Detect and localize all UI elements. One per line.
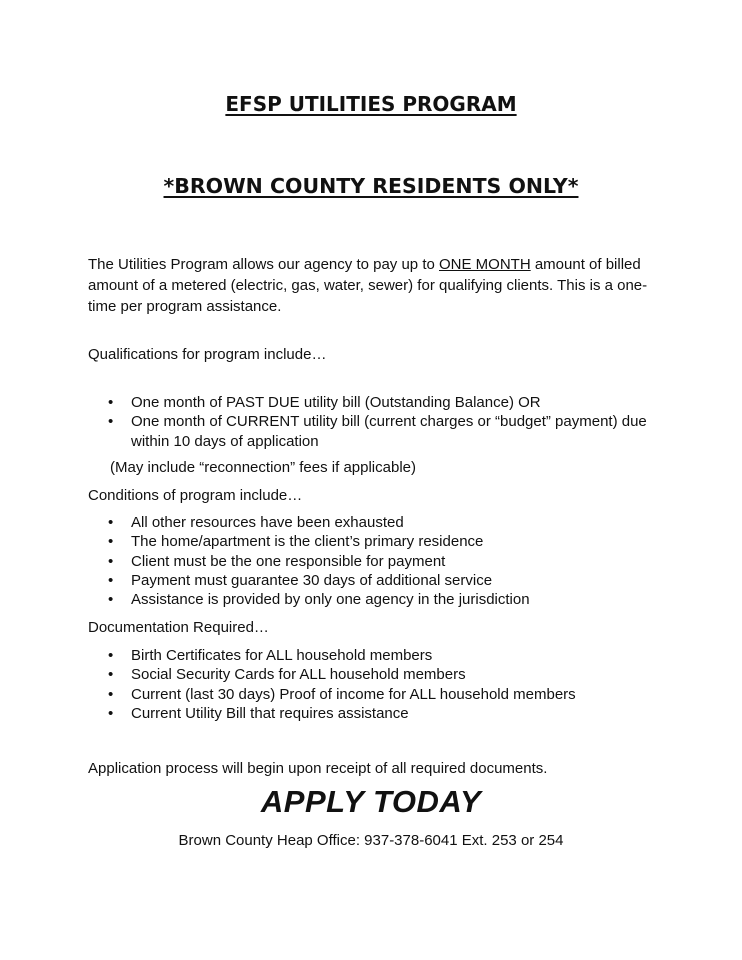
list-item: • Current Utility Bill that requires assistance: [108, 704, 648, 723]
documentation-list: [108, 646, 648, 723]
qualifications-note: (May include “reconnection” fees if applicable): [110, 459, 416, 476]
application-process-note: Application process will begin upon receipt of all required documents.: [88, 760, 548, 777]
intro-emphasis: ONE MONTH: [439, 256, 531, 273]
conditions-list: [108, 513, 648, 609]
list-item: • Payment must guarantee 30 days of additional service: [108, 571, 648, 590]
contact-info: Brown County Heap Office: 937-378-6041 Ext. 253 or 254: [178, 832, 564, 849]
list-item: • All other resources have been exhausted: [108, 513, 648, 532]
intro-text-end: amount of billed amount of a metered (electric, gas, water, sewer) for qualifying clients. This is a one-time per program assistance.: [88, 256, 648, 315]
list-item: • Assistance is provided by only one agency in the jurisdiction: [108, 590, 648, 609]
list-item: • Client must be the one responsible for payment: [108, 552, 648, 571]
page-title: EFSP UTILITIES PROGRAM: [225, 92, 517, 116]
program-description: [88, 254, 648, 317]
intro-text-start: The Utilities Program allows our agency to pay up to: [88, 256, 439, 273]
documentation-heading: Documentation Required…: [88, 619, 269, 636]
apply-today-banner: APPLY TODAY: [260, 784, 482, 819]
list-item: • Birth Certificates for ALL household members: [108, 646, 648, 665]
list-item: • One month of CURRENT utility bill (current charges or “budget” payment) due within 10 days of application: [108, 412, 648, 451]
qualifications-list: [108, 393, 648, 451]
conditions-heading: Conditions of program include…: [88, 487, 303, 504]
list-item: • The home/apartment is the client’s primary residence: [108, 532, 648, 551]
list-item: • One month of PAST DUE utility bill (Outstanding Balance) OR: [108, 393, 648, 412]
qualifications-heading: Qualifications for program include…: [88, 346, 327, 363]
list-item: • Social Security Cards for ALL household members: [108, 665, 648, 684]
residency-restriction-heading: *BROWN COUNTY RESIDENTS ONLY*: [163, 174, 579, 198]
list-item: • Current (last 30 days) Proof of income for ALL household members: [108, 685, 648, 704]
